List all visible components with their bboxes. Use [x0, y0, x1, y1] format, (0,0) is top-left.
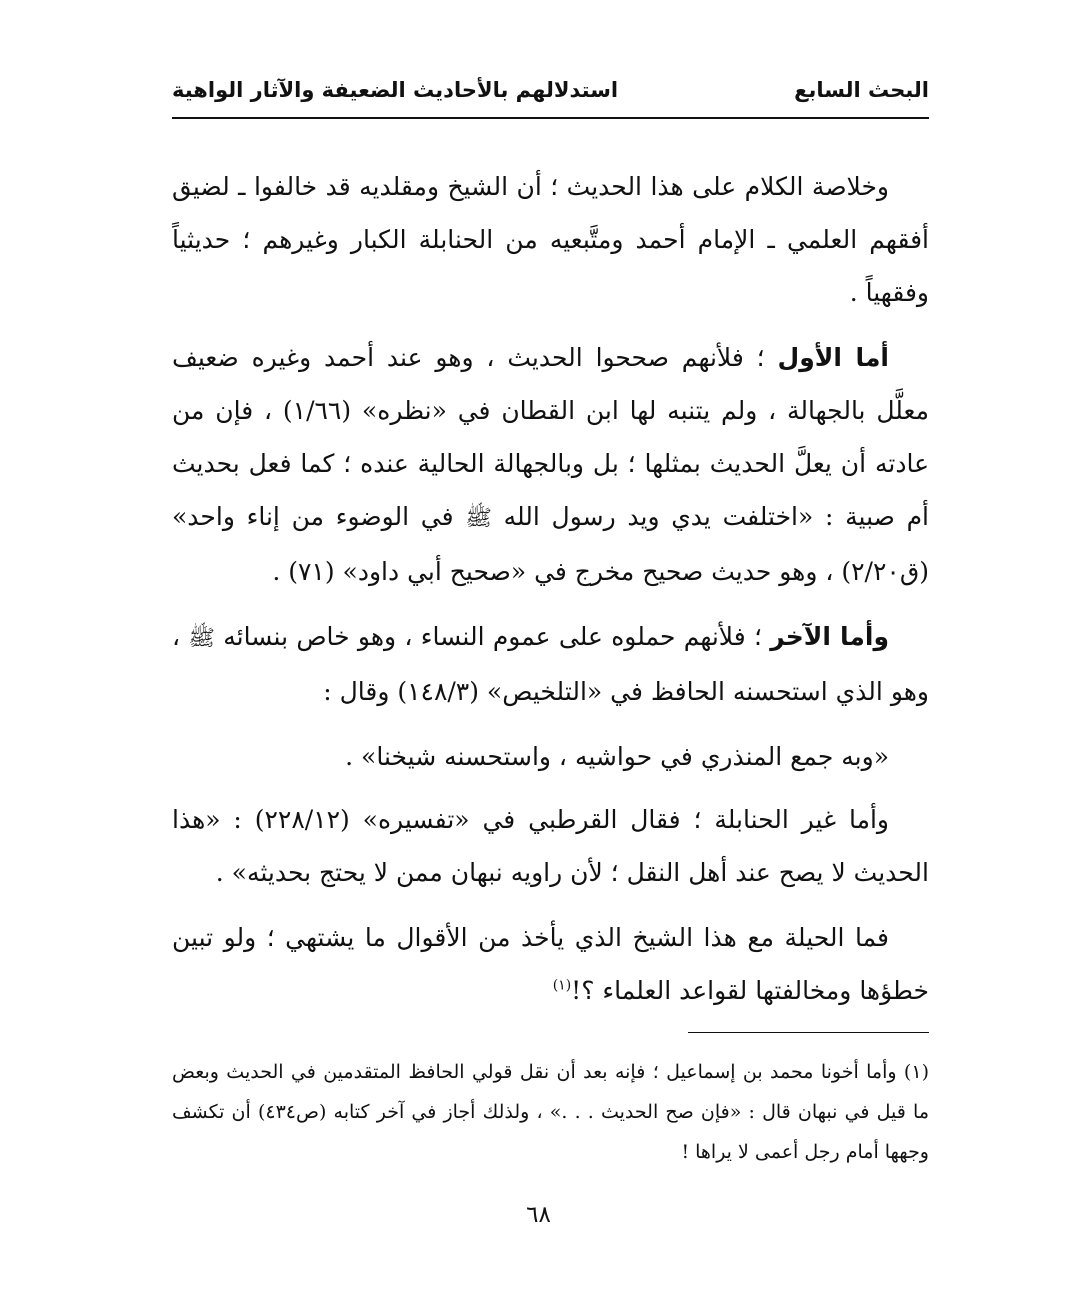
paragraph-conclusion — [172, 911, 929, 1017]
salutation-icon: ﷺ — [188, 626, 215, 651]
paragraph-second-point — [172, 610, 929, 718]
paragraph-conclusion-text: فما الحيلة مع هذا الشيخ الذي يأخذ من الأقوال ما يشتهي ؛ ولو تبين خطؤها ومخالفتها لقواعد العلماء ؟! — [172, 923, 929, 1005]
paragraph-first-text-a: ؛ فلأنهم صححوا الحديث ، وهو عند أحمد وغيره ضعيف معلَّل بالجهالة ، ولم يتنبه لها ابن القطان في «نظره» (١/٦٦) ، فإن من عادته أن يعلَّ الحديث بمثلها ؛ بل وبالجهالة الحالية عنده ؛ كما فعل بحديث أم صبية : «اختلفت يدي ويد رسول الله — [172, 343, 929, 531]
paragraph-first-point — [172, 331, 929, 598]
paragraph-lead-second: وأما الآخر — [770, 622, 889, 651]
paragraph-summary: وخلاصة الكلام على هذا الحديث ؛ أن الشيخ ومقلديه قد خالفوا ـ لضيق أفقهم العلمي ـ الإمام أحمد ومتَّبعيه من الحنابلة الكبار وغيرهم ؛ حديثياً وفقهياً . — [172, 172, 929, 307]
main-text — [172, 160, 929, 1029]
footnote-divider — [688, 1032, 929, 1033]
header-divider — [172, 117, 929, 119]
paragraph-lead-first: أما الأول — [777, 343, 889, 372]
footnote-reference: (١) — [552, 977, 572, 994]
paragraph-first-text-b: في الوضوء من إناء واحد» (ق٢/٢٠) ، وهو حديث صحيح مخرج في «صحيح أبي داود» (٧١) . — [172, 502, 929, 586]
salutation-icon: ﷺ — [465, 506, 492, 531]
section-title: استدلالهم بالأحاديث الضعيفة والآثار الواهية — [172, 78, 619, 102]
footnote: (١) وأما أخونا محمد بن إسماعيل ؛ فإنه بعد أن نقل قولي الحافظ المتقدمين في الحديث وبعض ما قيل في نبهان قال : «فإن صح الحديث . . .» ، ولذلك أجاز في آخر كتابه (ص٤٣٤) أن تكشف وجهها أمام رجل أعمى لا يراها ! — [172, 1061, 929, 1163]
block-quote: «وبه جمع المنذري في حواشيه ، واستحسنه شيخنا» . — [345, 742, 889, 771]
paragraph-second-text-a: ؛ فلأنهم حملوه على عموم النساء ، وهو خاص بنسائه — [214, 622, 771, 651]
page-number: ٦٨ — [526, 1202, 551, 1228]
paragraph-others: وأما غير الحنابلة ؛ فقال القرطبي في «تفسيره» (٢٢٨/١٢) : «هذا الحديث لا يصح عند أهل النقل ؛ لأن راويه نبهان ممن لا يحتج بحديثه» . — [172, 805, 929, 887]
paragraph-second-text-b: ، وهو الذي استحسنه الحافظ في «التلخيص» (١٤٨/٣) وقال : — [172, 622, 929, 706]
running-header — [172, 70, 929, 110]
chapter-title: البحث السابع — [794, 78, 929, 102]
